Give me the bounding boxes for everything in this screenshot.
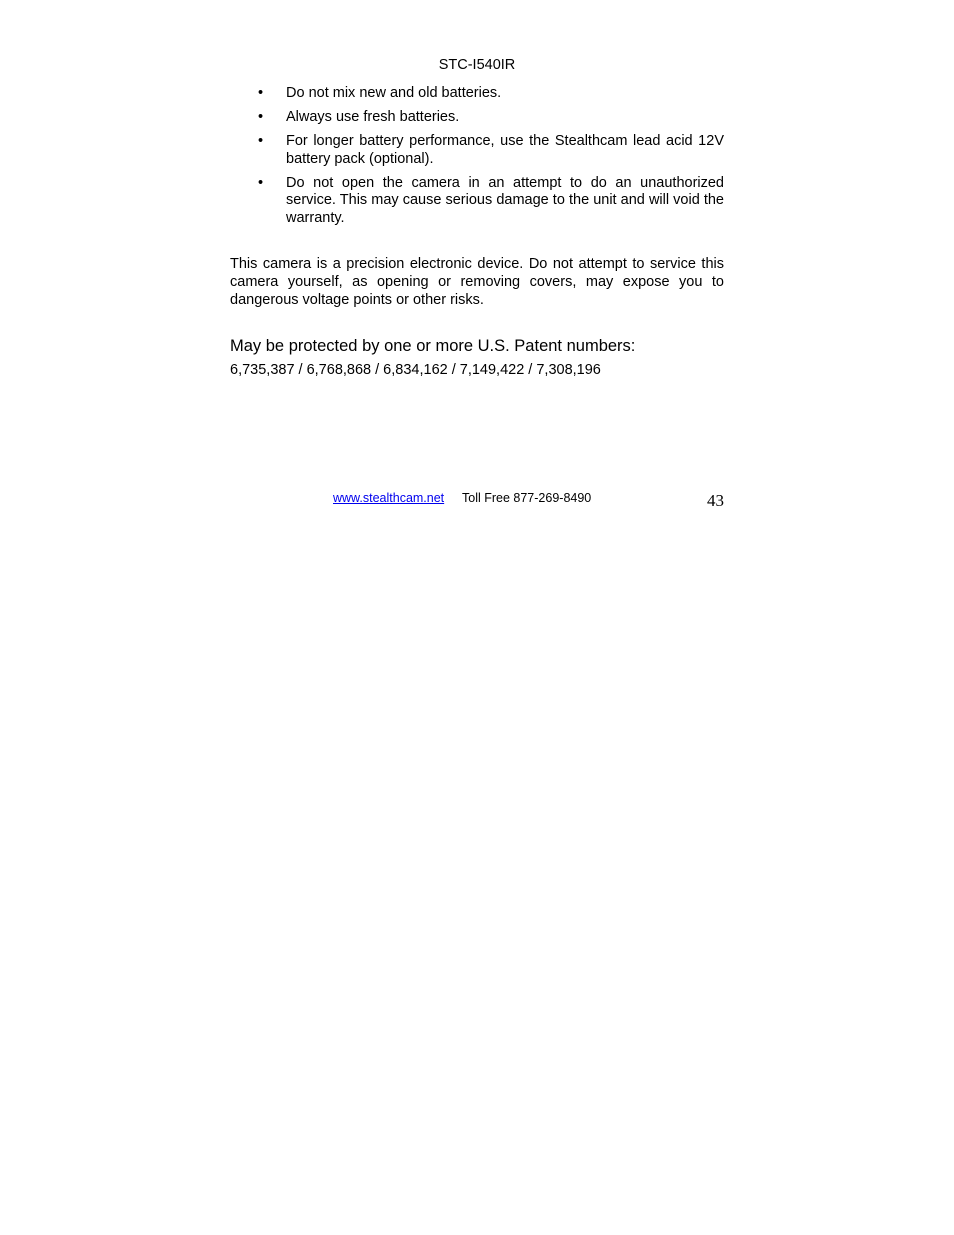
bullet-icon: •: [258, 174, 264, 191]
list-item-text: Do not mix new and old batteries.: [286, 85, 502, 101]
list-item-text: For longer battery performance, use the Stealthcam lead acid 12V battery pack (optional).: [286, 133, 724, 167]
page-footer: [230, 488, 724, 514]
list-item: [230, 85, 724, 103]
bullet-icon: •: [258, 133, 264, 149]
list-item-text: Do not open the camera in an attempt to do an unauthorized service. This may cause serious damage to the unit and will void the warranty.: [286, 174, 724, 226]
battery-precautions-list: [230, 85, 724, 234]
bullet-icon: •: [258, 85, 264, 101]
patent-heading: May be protected by one or more U.S. Patent numbers:: [230, 337, 636, 355]
toll-free-phone: Toll Free 877-269-8490: [462, 491, 592, 505]
bullet-icon: •: [258, 109, 264, 125]
precision-device-warning: This camera is a precision electronic device. Do not attempt to service this camera yourself, as opening or removing covers, may expose you to dangerous voltage points or other risks.: [230, 256, 724, 308]
patent-numbers: 6,735,387 / 6,768,868 / 6,834,162 / 7,149,422 / 7,308,196: [230, 362, 601, 378]
list-item: [230, 109, 724, 127]
list-item: [230, 175, 724, 228]
page-number: 43: [707, 491, 724, 510]
page-header-title: STC-I540IR: [438, 57, 516, 73]
list-item: [230, 133, 724, 168]
list-item-text: Always use fresh batteries.: [286, 109, 460, 125]
website-link[interactable]: www.stealthcam.net: [333, 491, 445, 505]
